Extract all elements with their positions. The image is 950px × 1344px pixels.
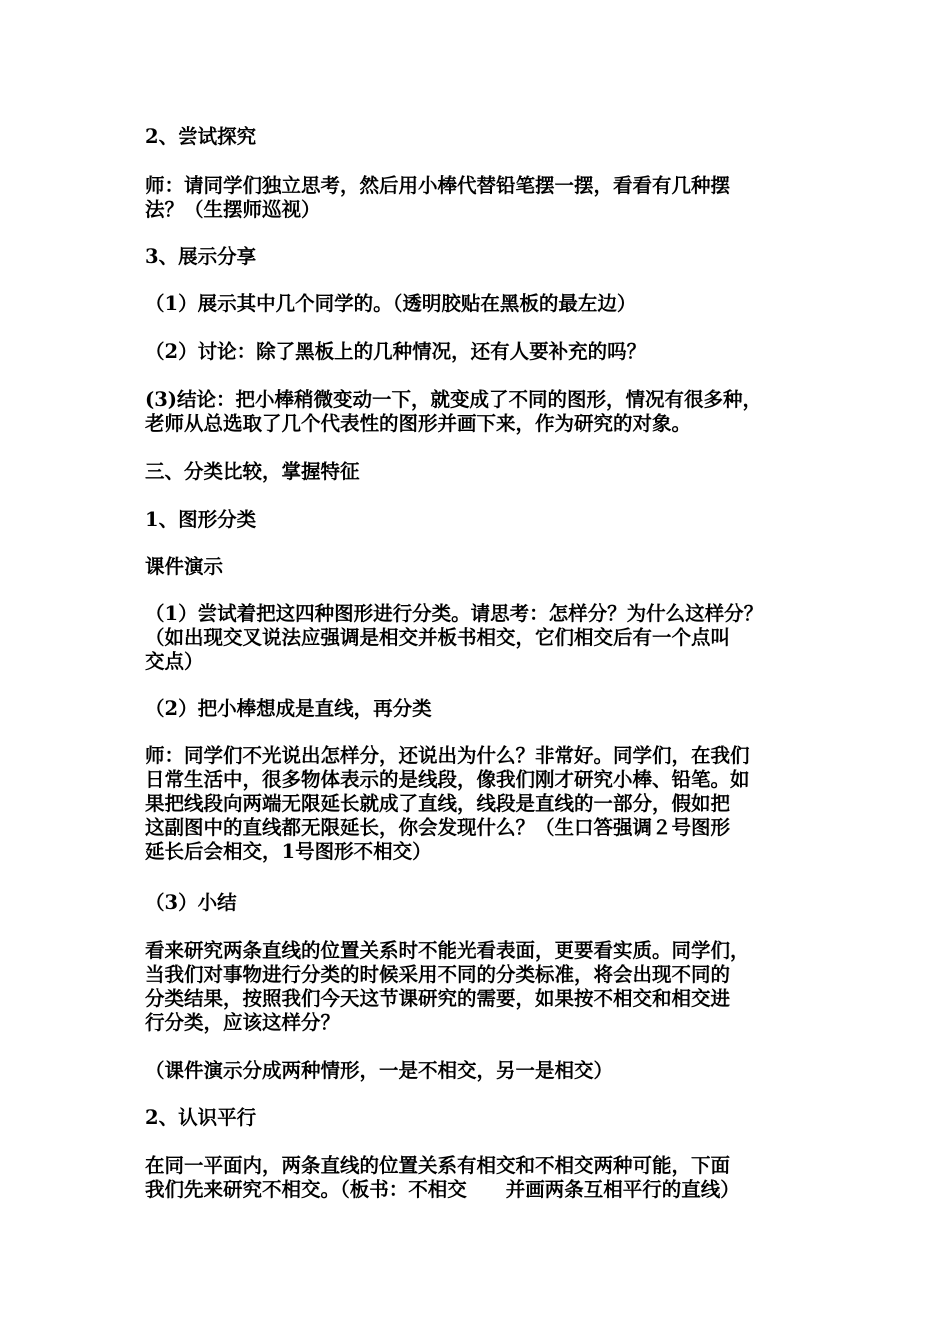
text-line: 日常生活中，很多物体表示的是线段，像我们刚才研究小棒、铅笔。如 bbox=[145, 768, 750, 791]
section-heading-show-share bbox=[145, 245, 815, 269]
text-line: 交点） bbox=[145, 650, 204, 673]
text-line: 延长后会相交，1号图形不相交） bbox=[145, 840, 432, 863]
text-line: 老师从总选取了几个代表性的图形并画下来，作为研究的对象。 bbox=[145, 412, 692, 435]
text-line: 2、尝试探究 bbox=[145, 125, 257, 148]
paragraph-item-1 bbox=[145, 292, 815, 316]
text-line: （课件演示分成两种情形，一是不相交，另一是相交） bbox=[145, 1059, 614, 1082]
text-line: （2）把小棒想成是直线，再分类 bbox=[145, 697, 432, 720]
paragraph-courseware-two-cases bbox=[145, 1059, 815, 1083]
text-line: 三、分类比较，掌握特征 bbox=[145, 460, 360, 483]
paragraph-classify-question bbox=[145, 602, 815, 674]
section-heading-try-explore bbox=[145, 125, 815, 149]
paragraph-item-straight-line bbox=[145, 697, 815, 721]
text-line: （2）讨论：除了黑板上的几种情况，还有人要补充的吗？ bbox=[145, 340, 647, 363]
text-line: 3、展示分享 bbox=[145, 245, 257, 268]
text-line: 法？（生摆师巡视） bbox=[145, 198, 321, 221]
text-line: （1）展示其中几个同学的。（透明胶贴在黑板的最左边） bbox=[145, 292, 637, 315]
text-line: 这副图中的直线都无限延长，你会发现什么？（生口答强调２号图形 bbox=[145, 816, 731, 839]
text-line: 看来研究两条直线的位置关系时不能光看表面，更要看实质。同学们， bbox=[145, 939, 750, 962]
subsection-heading-parallel bbox=[145, 1106, 815, 1130]
text-line: 师：同学们不光说出怎样分，还说出为什么？非常好。同学们，在我们 bbox=[145, 744, 750, 767]
paragraph-teacher-instruction bbox=[145, 174, 815, 222]
paragraph-same-plane bbox=[145, 1154, 815, 1202]
text-line: 行分类，应该这样分？ bbox=[145, 1011, 341, 1034]
text-line: 课件演示 bbox=[145, 555, 224, 578]
text-line: 在同一平面内，两条直线的位置关系有相交和不相交两种可能，下面 bbox=[145, 1154, 731, 1177]
text-line: （3）小结 bbox=[145, 891, 237, 914]
text-line: 1、图形分类 bbox=[145, 508, 257, 531]
text-line: 我们先来研究不相交。（板书：不相交 并画两条互相平行的直线） bbox=[145, 1178, 740, 1201]
section-heading-classify-compare bbox=[145, 460, 815, 484]
subsection-heading-shape-classify bbox=[145, 508, 815, 532]
paragraph-conclusion bbox=[145, 388, 815, 436]
text-line: 分类结果，按照我们今天这节课研究的需要，如果按不相交和相交进 bbox=[145, 987, 731, 1010]
paragraph-summary-heading bbox=[145, 891, 815, 915]
text-line: 当我们对事物进行分类的时候采用不同的分类标准，将会出现不同的 bbox=[145, 963, 731, 986]
text-line: 果把线段向两端无限延长就成了直线，线段是直线的一部分，假如把 bbox=[145, 792, 731, 815]
text-line: 2、认识平行 bbox=[145, 1106, 257, 1129]
text-line: 师：请同学们独立思考，然后用小棒代替铅笔摆一摆，看看有几种摆 bbox=[145, 174, 731, 197]
text-line: (3)结论：把小棒稍微变动一下，就变成了不同的图形，情况有很多种， bbox=[145, 388, 763, 411]
paragraph-teacher-explain bbox=[145, 744, 815, 864]
text-line: （如出现交叉说法应强调是相交并板书相交，它们相交后有一个点叫 bbox=[145, 626, 731, 649]
text-line: （1）尝试着把这四种图形进行分类。请思考：怎样分？为什么这样分？ bbox=[145, 602, 764, 625]
paragraph-summary bbox=[145, 939, 815, 1035]
paragraph-courseware-demo bbox=[145, 555, 815, 579]
paragraph-item-2 bbox=[145, 340, 815, 364]
